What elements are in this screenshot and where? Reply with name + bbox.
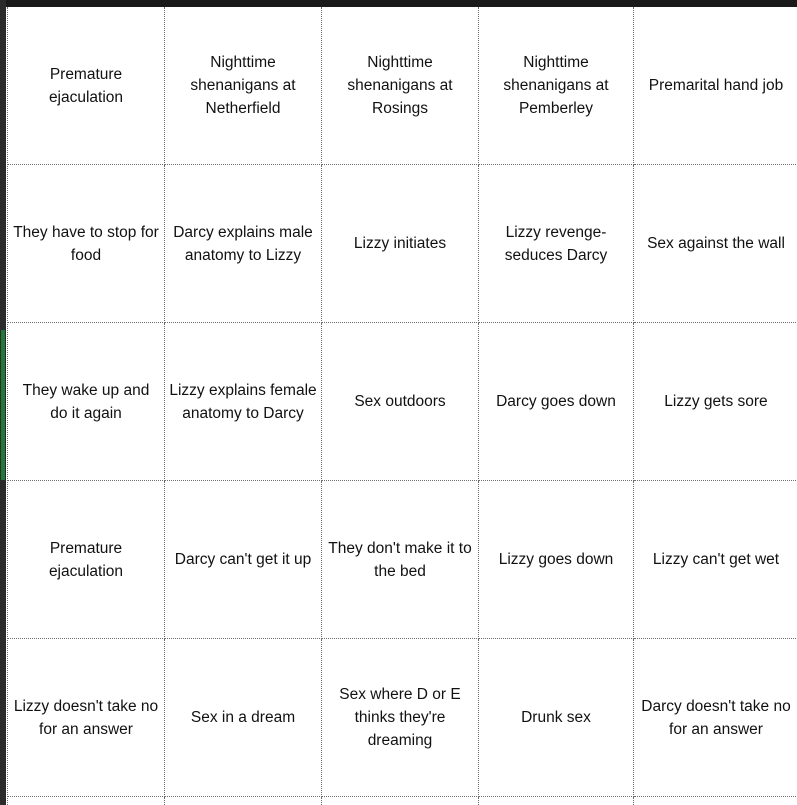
- cell[interactable]: Sex outdoors: [322, 323, 479, 481]
- cell[interactable]: Lizzy gets sore: [634, 323, 797, 481]
- cell[interactable]: Drunk sex: [479, 639, 634, 797]
- cell[interactable]: Sex in a dream: [165, 639, 322, 797]
- cell[interactable]: They wake up and do it again: [8, 323, 165, 481]
- cell[interactable]: Darcy explains male anatomy to Lizzy: [165, 165, 322, 323]
- cell[interactable]: Sex where D or E thinks they're dreaming: [322, 639, 479, 797]
- cell[interactable]: Premature ejaculation: [8, 7, 165, 165]
- top-header-strip: [0, 0, 797, 7]
- cell[interactable]: Sex against the wall: [634, 165, 797, 323]
- cell[interactable]: They don't make it to the bed: [322, 481, 479, 639]
- cell[interactable]: [165, 797, 322, 805]
- cell[interactable]: Lizzy goes down: [479, 481, 634, 639]
- cell[interactable]: Lizzy can't get wet: [634, 481, 797, 639]
- cell[interactable]: Lizzy revenge-seduces Darcy: [479, 165, 634, 323]
- cell[interactable]: Nighttime shenanigans at Rosings: [322, 7, 479, 165]
- cell[interactable]: Darcy doesn't take no for an answer: [634, 639, 797, 797]
- cell[interactable]: [479, 797, 634, 805]
- cell[interactable]: Darcy can't get it up: [165, 481, 322, 639]
- cell[interactable]: Premarital hand job: [634, 7, 797, 165]
- cell[interactable]: [634, 797, 797, 805]
- cell[interactable]: They have to stop for food: [8, 165, 165, 323]
- cell[interactable]: [322, 797, 479, 805]
- cell[interactable]: Lizzy initiates: [322, 165, 479, 323]
- cell[interactable]: Nighttime shenanigans at Pemberley: [479, 7, 634, 165]
- cell[interactable]: Premature ejaculation: [8, 481, 165, 639]
- cell[interactable]: Lizzy explains female anatomy to Darcy: [165, 323, 322, 481]
- cell[interactable]: Darcy goes down: [479, 323, 634, 481]
- bingo-grid: [7, 7, 797, 805]
- cell[interactable]: [8, 797, 165, 805]
- row-header-strip: [0, 0, 6, 805]
- row-selection-indicator: [1, 330, 5, 480]
- cell[interactable]: Nighttime shenanigans at Netherfield: [165, 7, 322, 165]
- cell[interactable]: Lizzy doesn't take no for an answer: [8, 639, 165, 797]
